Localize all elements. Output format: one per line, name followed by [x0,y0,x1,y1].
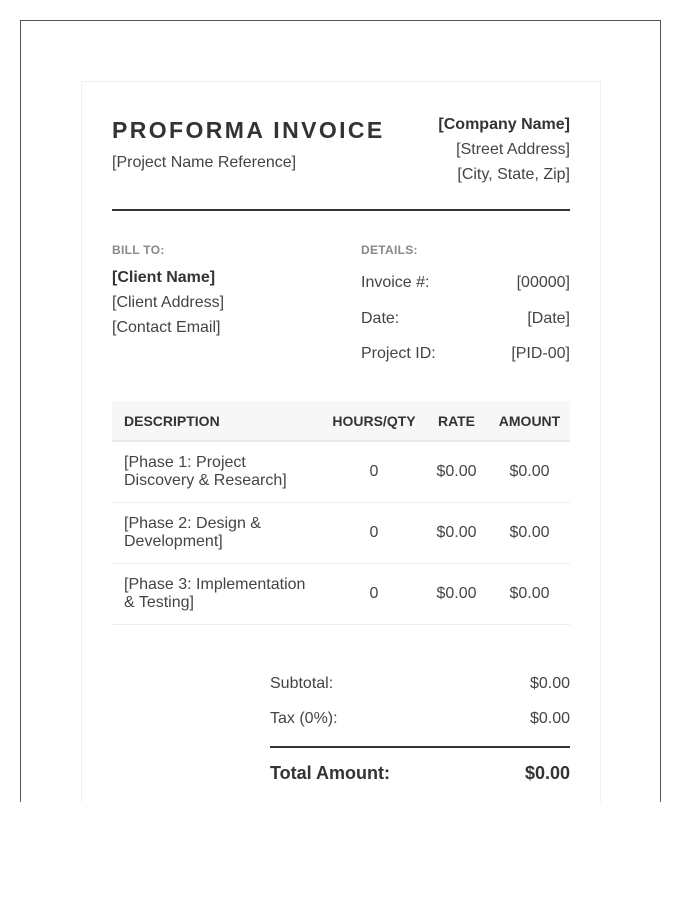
detail-row-invoice-number [361,274,570,292]
subtotal-value: $0.00 [529,675,570,692]
column-header-rate: RATE [424,401,489,441]
column-header-description: DESCRIPTION [112,401,324,441]
total-amount-value: $0.00 [524,763,570,783]
line-item-rate: $0.00 [424,441,489,503]
project-reference: [Project Name Reference] [112,154,297,171]
detail-label: Date: [361,310,400,327]
client-contact-email: [Contact Email] [112,319,221,336]
bill-to-label: BILL TO: [112,243,165,257]
line-item-rate: $0.00 [424,503,489,564]
table-row [112,441,570,503]
line-item-amount: $0.00 [489,503,570,564]
detail-value: [Date] [527,310,570,327]
line-item-qty: 0 [324,503,424,564]
header-divider [112,209,570,211]
detail-row-project-id [361,345,570,363]
table-row [112,503,570,564]
line-item-description: [Phase 3: Implementation & Testing] [112,564,324,625]
line-item-qty: 0 [324,564,424,625]
tax-row [270,710,570,728]
tax-label: Tax (0%): [270,710,338,727]
company-street: [Street Address] [456,141,570,158]
subtotal-row [270,675,570,693]
subtotal-label: Subtotal: [270,675,334,692]
client-address: [Client Address] [112,294,225,311]
total-amount-row [270,763,570,784]
detail-row-date [361,310,570,328]
line-item-amount: $0.00 [489,441,570,503]
totals-divider [270,746,570,748]
company-name: [Company Name] [438,116,570,133]
detail-label: Project ID: [361,345,436,362]
client-info [112,269,224,344]
detail-value: [PID-00] [511,345,570,362]
company-info [438,116,570,191]
total-amount-label: Total Amount: [270,763,390,783]
details-label: DETAILS: [361,243,418,257]
company-city-state-zip: [City, State, Zip] [457,166,570,183]
invoice-title: PROFORMA INVOICE [112,117,385,143]
table-row [112,564,570,625]
line-item-description: [Phase 2: Design & Development] [112,503,324,564]
line-items-table [112,401,570,625]
column-header-amount: AMOUNT [489,401,570,441]
line-item-description: [Phase 1: Project Discovery & Research] [112,441,324,503]
detail-label: Invoice #: [361,274,430,291]
column-header-hours-qty: HOURS/QTY [324,401,424,441]
line-item-qty: 0 [324,441,424,503]
line-item-amount: $0.00 [489,564,570,625]
tax-value: $0.00 [529,710,570,727]
line-item-rate: $0.00 [424,564,489,625]
detail-value: [00000] [516,274,570,291]
table-header-row [112,401,570,441]
client-name: [Client Name] [112,269,216,286]
